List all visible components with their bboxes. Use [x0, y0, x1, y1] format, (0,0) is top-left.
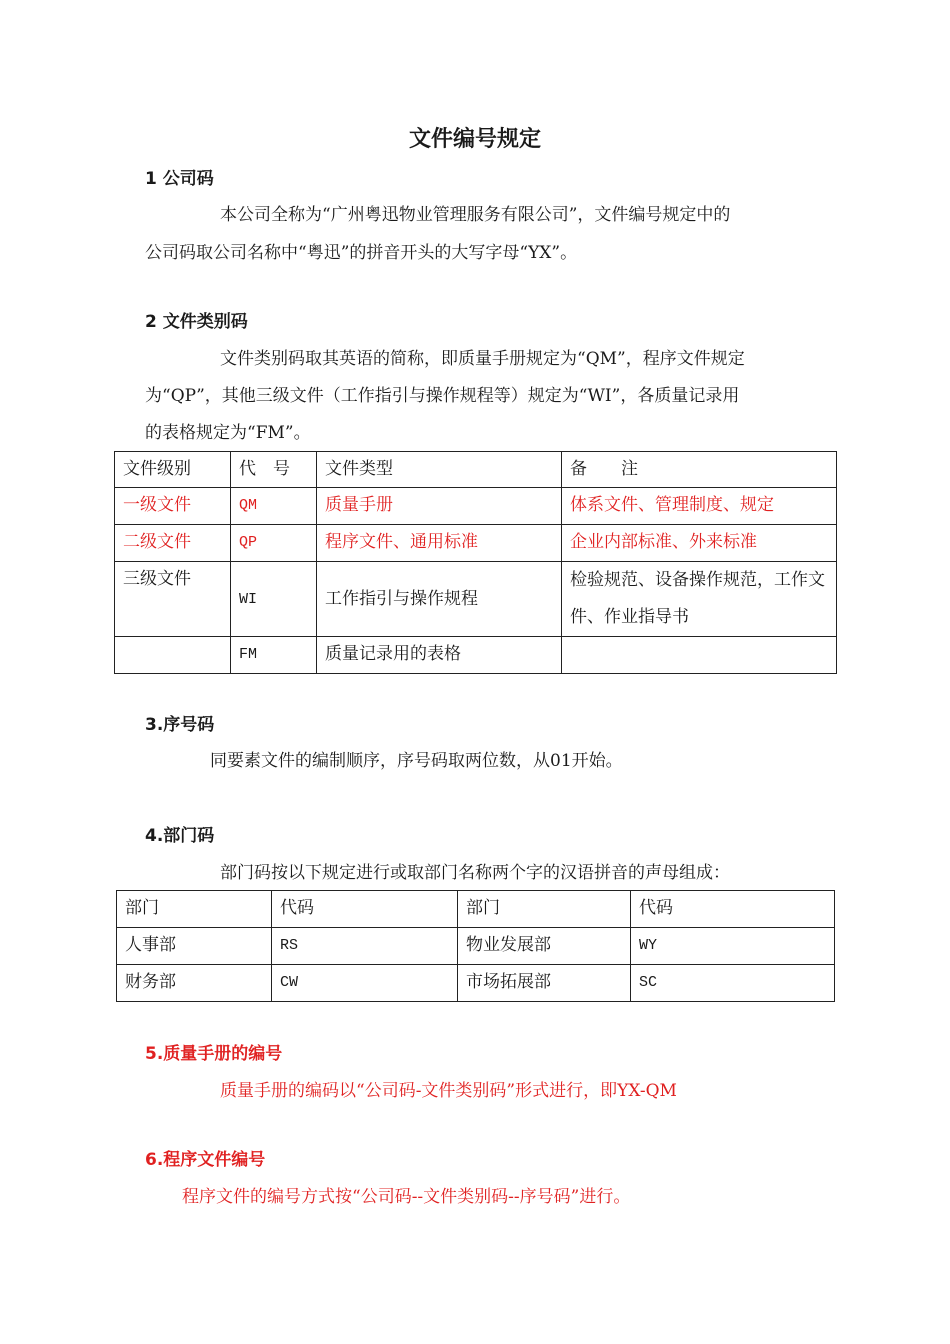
- table-row: [115, 525, 837, 562]
- table-row: [115, 562, 837, 637]
- section-6-line-1: 程序文件的编号方式按“公司码--文件类别码--序号码”进行。: [182, 1187, 631, 1207]
- page-title: 文件编号规定: [408, 127, 541, 152]
- section-2-heading: 2 文件类别码: [145, 312, 248, 332]
- table-header-cell: 代码: [272, 891, 458, 928]
- table-cell: 二级文件: [115, 525, 231, 562]
- section-1-line-1: 本公司全称为“广州粤迅物业管理服务有限公司”，文件编号规定中的: [220, 205, 731, 225]
- file-category-table: [114, 451, 837, 674]
- section-6-heading: 6.程序文件编号: [145, 1150, 266, 1170]
- table-cell: [562, 637, 837, 674]
- table-cell: SC: [631, 965, 835, 1002]
- department-code-table: [116, 890, 835, 1002]
- table-cell: 程序文件、通用标准: [317, 525, 562, 562]
- table-row: [115, 488, 837, 525]
- table-row: [117, 928, 835, 965]
- table-cell: QM: [231, 488, 317, 525]
- table-header-cell: 部门: [117, 891, 272, 928]
- table-cell: 三级文件: [115, 562, 231, 637]
- table-cell: FM: [231, 637, 317, 674]
- table-cell: 市场拓展部: [458, 965, 631, 1002]
- table-cell: QP: [231, 525, 317, 562]
- table-header-cell: 代码: [631, 891, 835, 928]
- table-header-cell: 备 注: [562, 452, 837, 488]
- table-cell: WI: [231, 562, 317, 637]
- section-4-heading: 4.部门码: [145, 826, 215, 846]
- table-header-cell: 文件类型: [317, 452, 562, 488]
- section-3-line-1: 同要素文件的编制顺序，序号码取两位数，从01开始。: [210, 751, 623, 771]
- section-1-line-2: 公司码取公司名称中“粤迅”的拼音开头的大写字母“YX”。: [145, 243, 578, 263]
- table-cell: 企业内部标准、外来标准: [562, 525, 837, 562]
- table-header-row: [115, 452, 837, 488]
- table-cell: [115, 637, 231, 674]
- table-header-cell: 文件级别: [115, 452, 231, 488]
- table-header-cell: 部门: [458, 891, 631, 928]
- table-cell: WY: [631, 928, 835, 965]
- table-cell: 质量手册: [317, 488, 562, 525]
- section-2-line-3: 的表格规定为“FM”。: [145, 423, 311, 443]
- table-cell: RS: [272, 928, 458, 965]
- table-cell: 一级文件: [115, 488, 231, 525]
- table-row: [115, 637, 837, 674]
- table-header-cell: 代 号: [231, 452, 317, 488]
- section-1-heading: 1 公司码: [145, 169, 214, 189]
- section-3-heading: 3.序号码: [145, 715, 215, 735]
- table-header-row: [117, 891, 835, 928]
- table-cell: 质量记录用的表格: [317, 637, 562, 674]
- section-2-line-1: 文件类别码取其英语的简称，即质量手册规定为“QM”，程序文件规定: [220, 349, 745, 369]
- table-cell: 工作指引与操作规程: [317, 562, 562, 637]
- table-cell: 人事部: [117, 928, 272, 965]
- table-cell: 物业发展部: [458, 928, 631, 965]
- section-5-line-1: 质量手册的编码以“公司码-文件类别码”形式进行，即YX-QM: [220, 1081, 677, 1101]
- table-row: [117, 965, 835, 1002]
- section-5-heading: 5.质量手册的编号: [145, 1044, 283, 1064]
- section-2-line-2: 为“QP”，其他三级文件（工作指引与操作规程等）规定为“WI”，各质量记录用: [145, 386, 740, 406]
- section-4-line-1: 部门码按以下规定进行或取部门名称两个字的汉语拼音的声母组成：: [220, 863, 730, 883]
- table-cell: 体系文件、管理制度、规定: [562, 488, 837, 525]
- table-cell: 检验规范、设备操作规范，工作文件、作业指导书: [562, 562, 837, 637]
- table-cell: 财务部: [117, 965, 272, 1002]
- table-cell: CW: [272, 965, 458, 1002]
